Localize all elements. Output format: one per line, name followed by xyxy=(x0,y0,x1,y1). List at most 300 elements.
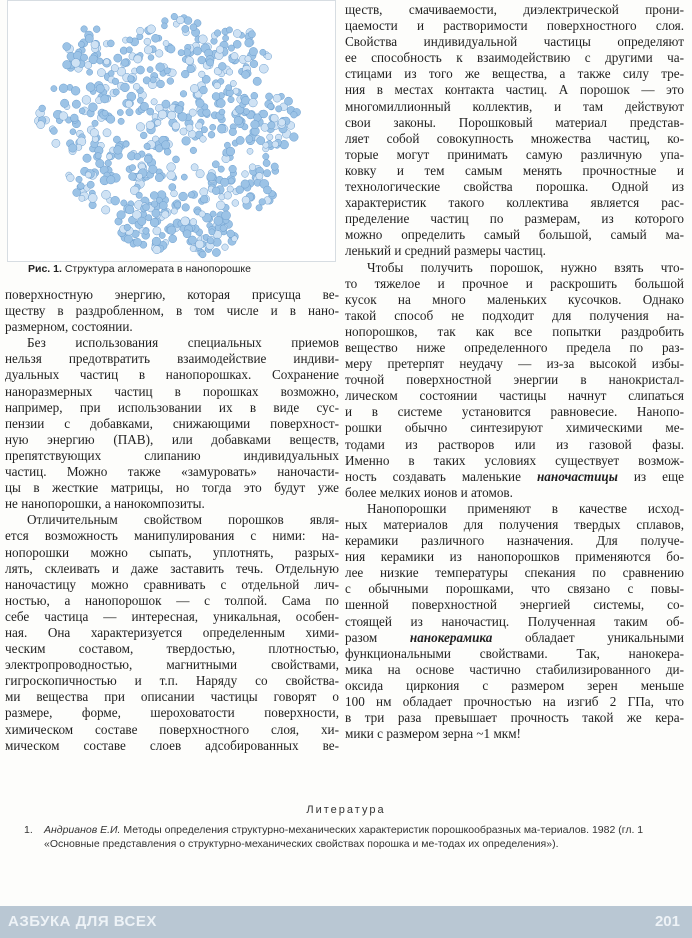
text-line: наночастицу можно сравнивать с отдельной лич- xyxy=(5,576,339,592)
particle-sphere xyxy=(256,173,263,180)
text-line: шенной поверхностной энергией системы, со- xyxy=(345,597,684,613)
text-line: в три раза превышает прочность такой же кера- xyxy=(345,710,684,726)
particle-sphere xyxy=(155,50,163,58)
particle-sphere xyxy=(127,37,133,43)
text-line: торые могут принимать самую различную упа- xyxy=(345,146,684,162)
particle-sphere xyxy=(150,77,156,83)
particle-sphere xyxy=(143,204,150,211)
text-line: ния керамики из нанопорошков применяются бо- xyxy=(345,549,684,565)
right-paragraph-3-body xyxy=(345,501,684,630)
particle-sphere xyxy=(265,53,272,60)
particle-sphere xyxy=(236,136,244,144)
particle-sphere xyxy=(161,23,167,29)
particle-sphere xyxy=(71,59,80,68)
particle-sphere xyxy=(196,99,204,107)
particle-sphere xyxy=(51,86,57,92)
particle-sphere xyxy=(81,26,88,33)
particle-sphere xyxy=(158,110,167,119)
particle-sphere xyxy=(78,183,85,190)
particle-sphere xyxy=(273,94,281,102)
particle-sphere xyxy=(107,176,115,184)
text-line: лическом состоянии частицы начнут слипаться xyxy=(345,388,684,404)
particle-sphere xyxy=(137,173,143,179)
particle-sphere xyxy=(152,34,160,42)
particle-sphere xyxy=(181,70,189,78)
text-line: поверхностную энергию, которая присуща ве- xyxy=(5,287,339,302)
particle-sphere xyxy=(117,109,123,115)
particle-sphere xyxy=(195,122,202,129)
text-line: нопорошки можно сыпать, уплотнять, разрых- xyxy=(5,544,339,560)
text-line: керамики различного назначения. Для получе- xyxy=(345,533,684,549)
particle-sphere xyxy=(93,26,100,33)
particle-sphere xyxy=(216,201,225,210)
text-line: ми вещества при описании частицы говорят о xyxy=(5,689,339,705)
particle-sphere xyxy=(251,92,258,99)
particle-sphere xyxy=(224,192,232,200)
particle-sphere xyxy=(268,103,274,109)
particle-sphere xyxy=(186,124,193,131)
right-paragraph-3-rest xyxy=(345,646,684,743)
text-line: ее способность к взаимодействию с другими ча- xyxy=(345,50,684,66)
particle-sphere xyxy=(107,115,115,123)
particle-sphere xyxy=(181,217,190,226)
text-line: можно определить самый большой, самый ма- xyxy=(345,227,684,243)
particle-sphere xyxy=(79,108,85,114)
text-line: ния в местах контакта частиц. А порошок — это xyxy=(345,82,684,98)
particle-sphere xyxy=(199,211,205,217)
particle-sphere xyxy=(185,57,193,65)
particle-sphere xyxy=(147,25,156,34)
term-nanoparticles: наночастицы xyxy=(536,468,618,484)
particle-sphere xyxy=(169,235,177,243)
particle-sphere xyxy=(226,85,232,91)
particle-sphere xyxy=(175,106,183,114)
particle-sphere xyxy=(102,206,110,214)
particle-sphere xyxy=(229,165,237,173)
particle-sphere xyxy=(106,154,112,160)
particle-sphere xyxy=(126,47,132,53)
particle-sphere xyxy=(190,219,197,226)
particle-sphere xyxy=(218,166,224,172)
particle-sphere xyxy=(164,148,171,155)
particle-sphere xyxy=(184,17,192,25)
particle-sphere xyxy=(189,109,196,116)
text-line: пределение частиц по размерам, из которого xyxy=(345,211,684,227)
particle-sphere xyxy=(167,171,176,180)
particle-sphere xyxy=(260,49,266,55)
particle-sphere xyxy=(147,67,153,73)
particle-sphere xyxy=(180,91,187,98)
particle-sphere xyxy=(107,40,114,47)
particle-sphere xyxy=(271,114,279,122)
left-paragraph-3 xyxy=(5,512,339,753)
particle-sphere xyxy=(123,141,129,147)
particle-sphere xyxy=(207,238,213,244)
particle-sphere xyxy=(70,129,76,135)
particle-sphere xyxy=(102,190,111,199)
particle-sphere xyxy=(85,172,91,178)
text-line: лее низкие температуры спекания по сравнению xyxy=(345,565,684,581)
text-line: гигроскопичностью и т.п. Наряду со свойства- xyxy=(5,673,339,689)
particle-sphere xyxy=(256,205,262,211)
particle-sphere xyxy=(251,120,260,129)
particle-sphere xyxy=(182,137,191,146)
particle-sphere xyxy=(200,195,208,203)
particle-sphere xyxy=(246,135,253,142)
particle-sphere xyxy=(253,77,261,85)
text-line: электропроводностью, магнитными свойствами, xyxy=(5,657,339,673)
text-line: точной поверхностной энергии в нанокристал- xyxy=(345,372,684,388)
particle-sphere xyxy=(79,195,85,201)
text-line: характеристик такого коллектива является рас- xyxy=(345,195,684,211)
particle-sphere xyxy=(227,186,233,192)
figure-agglomerate xyxy=(7,0,336,262)
page-number: 201 xyxy=(654,913,680,930)
particle-sphere xyxy=(121,83,130,92)
text-line: ностью, а нанопорошок — с толпой. Сама по xyxy=(5,592,339,608)
reference-text xyxy=(44,824,684,851)
particle-sphere xyxy=(199,251,206,258)
particle-sphere xyxy=(196,170,204,178)
text-fragment: обладает уникальными xyxy=(492,629,684,645)
particle-sphere xyxy=(210,124,216,130)
particle-sphere xyxy=(216,46,223,53)
text-line: тодами из растворов или из газовой фазы. xyxy=(345,436,684,452)
particle-sphere xyxy=(87,69,93,75)
particle-sphere xyxy=(146,215,152,221)
particle-sphere xyxy=(67,174,75,182)
particle-sphere xyxy=(168,111,176,119)
particle-sphere xyxy=(231,52,238,59)
particle-sphere xyxy=(152,209,160,217)
particle-sphere xyxy=(162,141,170,149)
particle-sphere xyxy=(167,45,175,53)
particle-sphere xyxy=(112,78,119,85)
text-line: кусок на много маленьких кусочков. Однако xyxy=(345,291,684,307)
text-line: ческим составом, твердостью, плотностью, xyxy=(5,641,339,657)
particle-sphere xyxy=(171,208,177,214)
particle-sphere xyxy=(214,216,223,225)
particle-sphere xyxy=(164,68,170,74)
particle-sphere xyxy=(134,55,142,63)
particle-sphere xyxy=(37,121,45,129)
particle-sphere xyxy=(143,228,149,234)
particle-sphere xyxy=(190,24,197,31)
particle-sphere xyxy=(87,181,94,188)
particle-sphere xyxy=(233,88,239,94)
particle-sphere xyxy=(222,244,229,251)
particle-sphere xyxy=(144,38,151,45)
particle-sphere xyxy=(108,70,114,76)
text-line: то тяжелое и прочное и раскрошить большой xyxy=(345,275,684,291)
particle-sphere xyxy=(217,125,226,134)
particle-sphere xyxy=(133,83,140,90)
particle-sphere xyxy=(149,165,158,174)
particle-sphere xyxy=(153,246,161,254)
text-line: ленький и средний размеры частиц. xyxy=(345,243,546,259)
particle-sphere xyxy=(233,30,241,38)
text-line: себе частица — интересная, уникальная, особен- xyxy=(5,608,339,624)
particle-sphere xyxy=(271,163,278,170)
particle-sphere xyxy=(113,89,119,95)
particle-sphere xyxy=(157,80,165,88)
text-line: такой способ не подходит для получения на- xyxy=(345,307,684,323)
particle-sphere xyxy=(72,100,80,108)
particle-sphere xyxy=(137,97,143,103)
particle-sphere xyxy=(125,205,134,214)
caption-text: Структура агломерата в нанопорошке xyxy=(64,263,251,275)
particle-sphere xyxy=(81,54,88,61)
left-column xyxy=(5,287,339,754)
text-fragment: из еще xyxy=(617,468,684,484)
particle-sphere xyxy=(250,60,258,68)
particle-sphere xyxy=(259,64,268,73)
particle-sphere xyxy=(167,163,176,172)
right-column xyxy=(345,2,684,742)
particle-sphere xyxy=(126,109,133,116)
text-line: ществ, смачиваемости, диэлектрической прони- xyxy=(345,2,684,17)
particle-sphere xyxy=(92,120,98,126)
right-paragraph-3 xyxy=(345,501,684,742)
particle-sphere xyxy=(148,55,154,61)
particle-sphere xyxy=(128,76,134,82)
particle-sphere xyxy=(86,83,95,92)
left-paragraph-1 xyxy=(5,287,339,335)
particle-sphere xyxy=(290,133,299,142)
particle-sphere xyxy=(159,232,165,238)
reference-author: Андрианов Е.И. xyxy=(44,824,121,836)
particle-sphere xyxy=(129,173,137,181)
text-line: ных материалов для получения твердых сплавов, xyxy=(345,517,684,532)
particle-sphere xyxy=(136,66,144,74)
particle-sphere xyxy=(144,46,152,54)
text-line: ную энергию (ПАВ), или добавками веществ, xyxy=(5,431,339,447)
right-paragraph-3-emphasis-line xyxy=(345,630,684,646)
particle-sphere xyxy=(83,154,91,162)
particle-sphere xyxy=(151,99,157,105)
particle-sphere xyxy=(220,225,227,232)
particle-sphere xyxy=(245,56,251,62)
text-line: 100 нм обладает прочностью на изгиб 2 ГПа, что xyxy=(345,694,684,710)
particle-sphere xyxy=(124,224,131,231)
agglomerate-illustration xyxy=(8,1,335,261)
particle-sphere xyxy=(167,78,174,85)
text-line: нельзя предотвратить взаимодействие индиви- xyxy=(5,351,339,367)
text-line: свои законы. Порошковый материал представ- xyxy=(345,114,684,130)
text-line: оксида циркония с размером зерен меньше xyxy=(345,677,684,693)
text-line: размерном, состоянии. xyxy=(5,319,133,335)
right-paragraph-2-last-line: более мелких ионов и атомов. xyxy=(345,484,513,500)
reference-body: Методы определения структурно-механических характеристик порошкообразных ма-териалов. 1982 (гл. 1 «Основные представления о структурно-механических свойствах порошка и ме-тодах их определения»). xyxy=(44,824,644,850)
particle-sphere xyxy=(167,226,176,235)
particle-sphere xyxy=(140,132,147,139)
particle-sphere xyxy=(114,146,123,155)
particle-sphere xyxy=(228,96,234,102)
particle-sphere xyxy=(212,187,220,195)
text-line: мическом составе слоев адсобированных ве- xyxy=(5,737,339,753)
particle-sphere xyxy=(219,109,225,115)
particle-sphere xyxy=(173,156,180,163)
particle-sphere xyxy=(212,248,220,256)
particle-sphere xyxy=(175,202,181,208)
particle-sphere xyxy=(266,93,273,100)
particle-sphere xyxy=(134,238,142,246)
particle-sphere xyxy=(152,237,161,246)
particle-sphere xyxy=(207,173,216,182)
particle-sphere xyxy=(242,71,250,79)
particle-sphere xyxy=(214,30,221,37)
particle-sphere xyxy=(222,211,231,220)
particle-sphere xyxy=(71,86,80,95)
particle-sphere xyxy=(63,60,72,69)
particle-sphere xyxy=(63,43,71,51)
particle-sphere xyxy=(150,192,158,200)
particle-sphere xyxy=(91,41,99,49)
text-line: Чтобы получить порошок, нужно взять что- xyxy=(367,259,684,275)
particle-sphere xyxy=(272,141,279,148)
particle-sphere xyxy=(130,165,136,171)
text-line: рошки обычно синтезируют химическими ме- xyxy=(345,420,684,436)
particle-sphere xyxy=(249,98,258,107)
text-line: химическом составе поверхностного слоя, хи- xyxy=(5,721,339,737)
text-line: технологические свойства порошка. Одной из xyxy=(345,179,684,195)
text-line: Свойства индивидуальной частицы определяют xyxy=(345,34,684,50)
particle-sphere xyxy=(263,160,270,167)
text-line: меру претерпят неудачу — из-за высокой избы- xyxy=(345,356,684,372)
reference-number: 1. xyxy=(24,824,33,836)
particle-sphere xyxy=(171,190,178,197)
particle-sphere xyxy=(245,39,253,47)
text-line: дуальных частиц в нанопорошках. Сохранение xyxy=(5,367,339,383)
particle-sphere xyxy=(102,110,108,116)
particle-sphere xyxy=(125,100,132,107)
particle-sphere xyxy=(263,186,271,194)
particle-sphere xyxy=(118,118,124,124)
reference-item xyxy=(24,824,684,851)
particle-sphere xyxy=(136,123,145,132)
right-paragraph-2 xyxy=(345,260,684,501)
particle-sphere xyxy=(284,97,292,105)
particle-sphere xyxy=(138,217,146,225)
particle-sphere xyxy=(263,153,269,159)
particle-sphere xyxy=(103,129,111,137)
particle-sphere xyxy=(50,128,57,135)
particle-sphere xyxy=(190,147,197,154)
text-line: мики с размером зерна ~1 мкм! xyxy=(345,726,521,742)
literature-heading: Литература xyxy=(306,804,386,816)
particle-sphere xyxy=(200,136,207,143)
particle-sphere xyxy=(232,200,239,207)
particle-sphere xyxy=(182,204,190,212)
particle-sphere xyxy=(234,116,243,125)
particle-sphere xyxy=(223,35,229,41)
particle-sphere xyxy=(278,119,285,126)
particle-sphere xyxy=(182,25,189,32)
caption-label: Рис. 1. xyxy=(28,263,62,275)
particle-sphere xyxy=(228,45,234,51)
particle-sphere xyxy=(76,176,82,182)
particle-sphere xyxy=(111,196,120,205)
particle-sphere xyxy=(229,128,237,136)
text-line: Нанопорошки применяют в качестве исход- xyxy=(367,500,684,516)
page-footer xyxy=(0,906,692,938)
particle-sphere xyxy=(144,155,152,163)
text-line: ляет собой совокупность множества частиц, ко- xyxy=(345,130,684,146)
right-paragraph-1 xyxy=(345,2,684,260)
particle-sphere xyxy=(183,230,191,238)
text-fragment: разом xyxy=(345,629,410,645)
particle-sphere xyxy=(146,121,154,129)
particle-sphere xyxy=(88,194,97,203)
particle-sphere xyxy=(101,95,109,103)
particle-sphere xyxy=(181,174,187,180)
figure-caption xyxy=(28,263,338,275)
particle-sphere xyxy=(226,27,232,33)
text-line: лять, склеивать и даже заставить течь. Отдельную xyxy=(5,560,339,576)
particle-sphere xyxy=(85,62,92,69)
particle-sphere xyxy=(193,47,201,55)
particle-sphere xyxy=(82,96,91,105)
particle-sphere xyxy=(212,161,219,168)
particle-sphere xyxy=(114,54,122,62)
particle-sphere xyxy=(169,184,176,191)
particle-sphere xyxy=(89,103,98,112)
particle-sphere xyxy=(226,147,235,156)
particle-sphere xyxy=(268,122,275,129)
text-line: многомиллионный коллектив, и там действуют xyxy=(345,98,684,114)
particle-sphere xyxy=(95,153,101,159)
particle-sphere xyxy=(291,112,298,119)
particle-sphere xyxy=(259,199,266,206)
particle-sphere xyxy=(241,180,249,188)
particle-sphere xyxy=(97,58,103,64)
particle-sphere xyxy=(247,148,253,154)
particle-sphere xyxy=(52,139,60,147)
text-line: вещество ниже определенного предела по раз- xyxy=(345,339,684,355)
particle-sphere xyxy=(59,112,68,121)
particle-sphere xyxy=(267,134,273,140)
particle-sphere xyxy=(191,164,198,171)
particle-sphere xyxy=(144,143,150,149)
text-line: ется возможность манипулирования с ними: на- xyxy=(5,528,339,544)
particle-sphere xyxy=(136,192,142,198)
particle-sphere xyxy=(208,131,215,138)
particle-sphere xyxy=(227,230,235,238)
text-line: с обычными порошками, что связано с повы- xyxy=(345,581,684,597)
particle-sphere xyxy=(162,211,169,218)
particle-sphere xyxy=(90,129,98,137)
text-line: ная. Она характеризуется определенным хими- xyxy=(5,624,339,640)
particle-sphere xyxy=(200,86,208,94)
particle-sphere xyxy=(218,62,226,70)
text-line: стоящей из наночастиц. Полученная таким об- xyxy=(345,613,684,629)
particle-sphere xyxy=(147,108,154,115)
particle-sphere xyxy=(276,106,282,112)
text-line: пензии с добавками, снижающими поверхност- xyxy=(5,415,339,431)
right-paragraph-2-emphasis-line xyxy=(345,469,684,485)
particle-sphere xyxy=(104,59,110,65)
left-paragraph-2 xyxy=(5,335,339,512)
particle-sphere xyxy=(179,192,188,201)
particle-sphere xyxy=(105,160,112,167)
particle-sphere xyxy=(96,84,104,92)
text-line: мика на основе частично стабилизированного ди- xyxy=(345,661,684,677)
text-line: ществу в раздробленном, в том числе и в нано- xyxy=(5,303,339,319)
particle-sphere xyxy=(134,153,141,160)
particle-sphere xyxy=(249,47,257,55)
particle-sphere xyxy=(155,120,161,126)
text-line: и в системе установится равновесие. Нанопо- xyxy=(345,404,684,420)
